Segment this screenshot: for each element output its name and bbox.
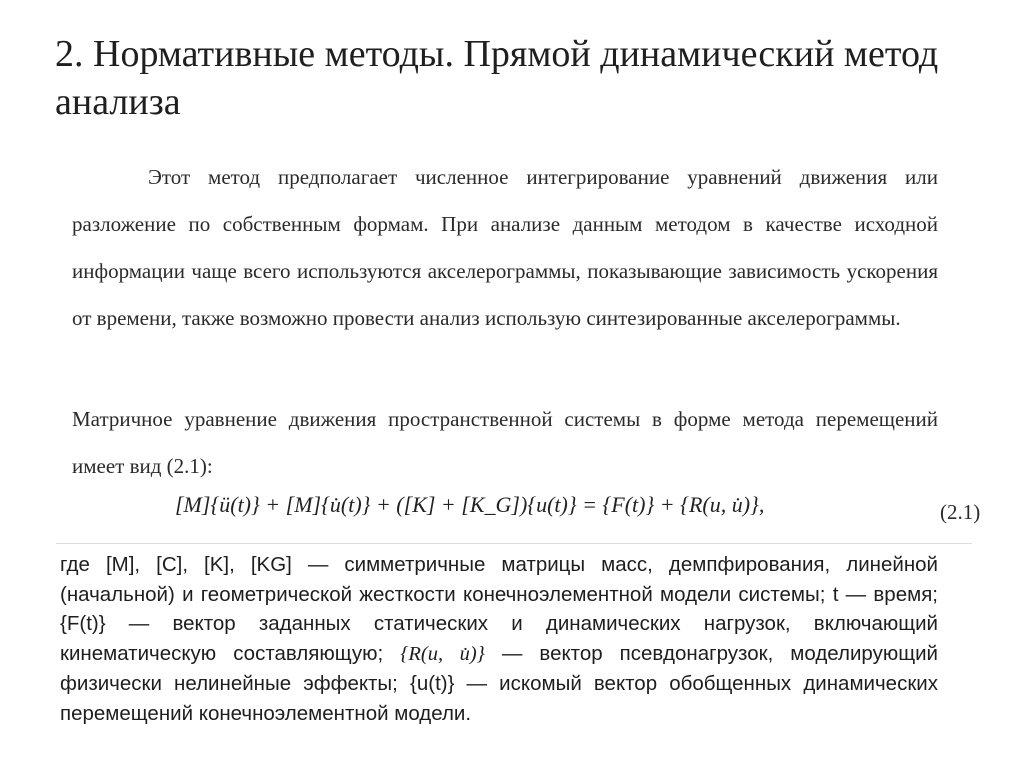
paragraph-matrix-equation-intro: Матричное уравнение движения пространственной системы в форме метода перемещений имеет вид (2.1): — [72, 407, 938, 478]
divider — [56, 543, 972, 544]
paragraph-definitions — [60, 550, 938, 728]
paragraph-method-description: Этот метод предполагает численное интегрирование уравнений движения или разложение по собственным формам. При анализе данным методом в качестве исходной информации чаще всего используются акселерограммы, показывающие зависимость ускорения от времени, также возможно провести анализ использую синтезированные акселерограммы. — [72, 165, 938, 330]
definitions-text-part2: — вектор псевдонагрузок, моделирующий физически нелинейные эффекты; {u(t)} — искомый вектор обобщенных динамических перемещений конечноэлементной модели. — [60, 641, 938, 725]
slide-title: 2. Нормативные методы. Прямой динамический метод анализа — [55, 33, 939, 123]
equation-number: (2.1) — [940, 500, 981, 524]
inline-formula-r: {R(u, u̇)} — [400, 642, 485, 665]
definitions-text-part1: где [M], [C], [K], [KG] — симметричные матрицы масс, демпфирования, линейной (начальной) и геометрической жесткости конечноэлементной модели системы; t — время; {F(t)} — вектор заданных статических и динамических нагрузок, включающий кинематическую составляющую; — [60, 553, 938, 665]
equation-2-1: [M]{ü(t)} + [M]{u̇(t)} + ([K] + [K_G]){u(t)} = {F(t)} + {R(u, u̇)}, — [175, 492, 765, 517]
